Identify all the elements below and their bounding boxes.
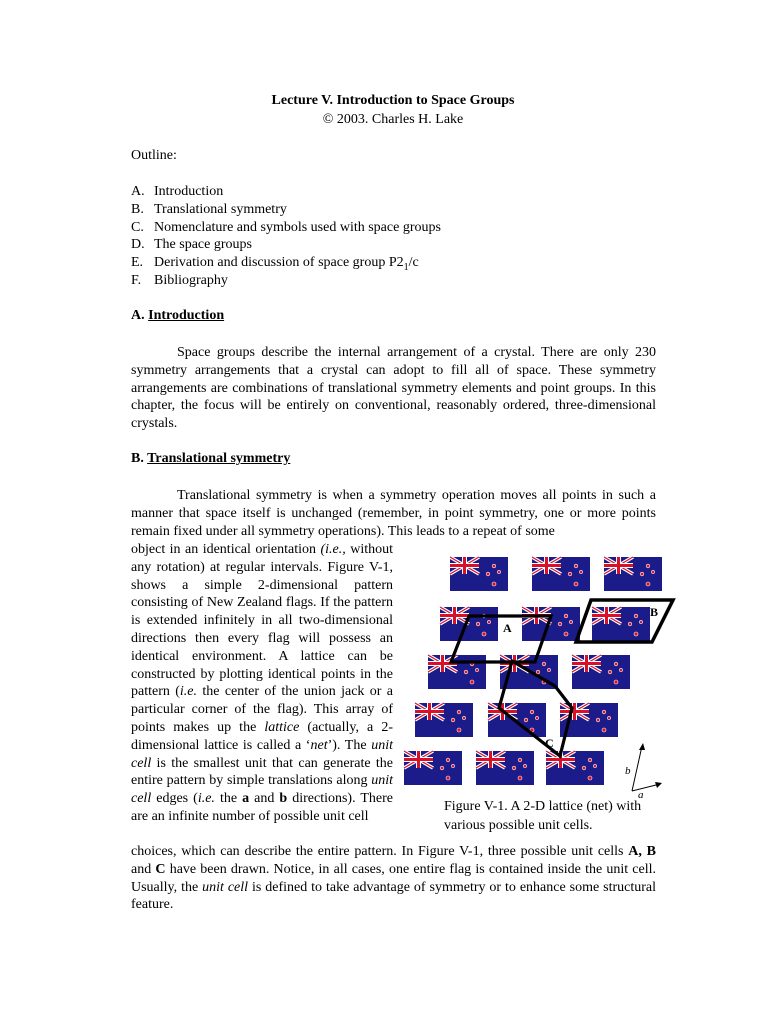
section-b-column-text [131, 541, 393, 826]
axis-b-line [632, 746, 642, 791]
text-run: the [214, 791, 243, 807]
text-run: ’). The [327, 737, 372, 753]
list-item: A. Introduction [131, 184, 224, 199]
text-run: i.e. [197, 791, 215, 807]
flag-icon [572, 655, 630, 689]
text-run: (i.e., [320, 542, 346, 557]
text-run: is defined to take advantage of symmetry or to enhance some structural feature. [131, 879, 656, 913]
copyright-line: © 2003. Charles H. Lake [322, 112, 464, 127]
text-run: unit cell [131, 773, 393, 807]
axis-a-line [632, 784, 660, 791]
axis-a-label: a [638, 789, 644, 801]
flag-icon [428, 655, 486, 689]
text-run: unit cell [202, 879, 249, 895]
flag-lattice-figure [400, 538, 690, 838]
text-run: is the smallest unit that can generate the entire pattern by simple translations along [131, 755, 393, 789]
flag-icon [440, 607, 498, 641]
text-run: i.e. [179, 684, 197, 700]
section-a-heading: A. Introduction [131, 308, 225, 323]
text-run: choices, which can describe the entire pattern. In Figure V-1, three possible unit cells [131, 844, 629, 859]
text-run: edges ( [151, 791, 198, 807]
text-run: without any rotation) at regular intervals. Figure V-1, shows a simple 2-dimensional pattern consisting of New Zealand flags. If the pattern is extended infinitely in all two-dimensional directions then every flag will possess an identical environment. A lattice can be constructed by plotting identical points in the pattern ( [131, 542, 393, 700]
list-item: C. Nomenclature and symbols used with space groups [131, 219, 441, 235]
section-b-heading: B. Translational symmetry [131, 451, 291, 466]
outline-label: Outline: [131, 148, 177, 163]
axis-b-arrow-icon [639, 743, 645, 750]
flag-icon [415, 703, 473, 737]
cell-label-c: C [545, 736, 554, 750]
flag-icon [476, 751, 534, 785]
text-run: have been drawn. Notice, in all cases, one entire flag is contained inside the unit cell. Usually, the [131, 861, 656, 895]
text-run: C [155, 861, 166, 877]
flag-icon [546, 751, 604, 785]
flag-icon [404, 751, 462, 785]
text-run: lattice [264, 719, 300, 735]
flag-icon [450, 557, 508, 591]
list-item: D. The space groups [131, 237, 252, 253]
cell-label-a: A [503, 621, 512, 635]
text-run: directions). There are an infinite number of possible unit cell [131, 791, 394, 824]
flag-icon [488, 703, 546, 737]
list-item: F. Bibliography [131, 272, 228, 288]
section-b-tail-text [131, 843, 656, 914]
text-run: A, B [628, 844, 656, 859]
section-b-intro: Translational symmetry is when a symmetry operation moves all points in such a manner that space itself is unchanged (remember, in point symmetry, one or more points remain fixed under all symmetry operations). This leads to a repeat of some [131, 488, 656, 539]
flag-icon [592, 607, 650, 641]
flag-grid [404, 557, 662, 785]
cell-label-b: B [650, 605, 659, 619]
flag-icon [522, 607, 580, 641]
outline-list [131, 183, 441, 290]
list-item: E. Derivation and discussion of space group $P2_1/c$ [131, 255, 419, 273]
text-run: net [310, 737, 328, 753]
flag-icon [604, 557, 662, 591]
text-run: (actually, a 2-dimensional lattice is called a ‘ [131, 719, 393, 753]
text-run: a [242, 791, 250, 807]
list-item: B. Translational symmetry [131, 201, 287, 217]
axis-a-arrow-icon [655, 782, 662, 788]
figure-caption: Figure V-1. A 2-D lattice (net) with various possible unit cells. [444, 799, 642, 833]
text-run: and [249, 791, 280, 807]
section-a-paragraph: Space groups describe the internal arrangement of a crystal. There are only 230 symmetry arrangements that a crystal can adopt to fill all of space. These symmetry arrangements are combinations of translational symmetry elements and point groups. In this chapter, the focus will be entirely on conventional, reasonably ordered, three-dimensional crystals. [131, 345, 656, 432]
text-run: unit cell [131, 737, 393, 771]
text-run: the center of the union jack or a particular corner of the flag). This array of points makes up the [131, 684, 393, 735]
text-run: and [131, 861, 156, 877]
page-title: Lecture V. Introduction to Space Groups [271, 93, 515, 108]
text-run: b [279, 791, 288, 807]
axes-indicator [625, 743, 662, 801]
text-run: object in an identical orientation [131, 542, 321, 557]
axis-b-label: b [625, 765, 631, 777]
flag-icon [532, 557, 590, 591]
